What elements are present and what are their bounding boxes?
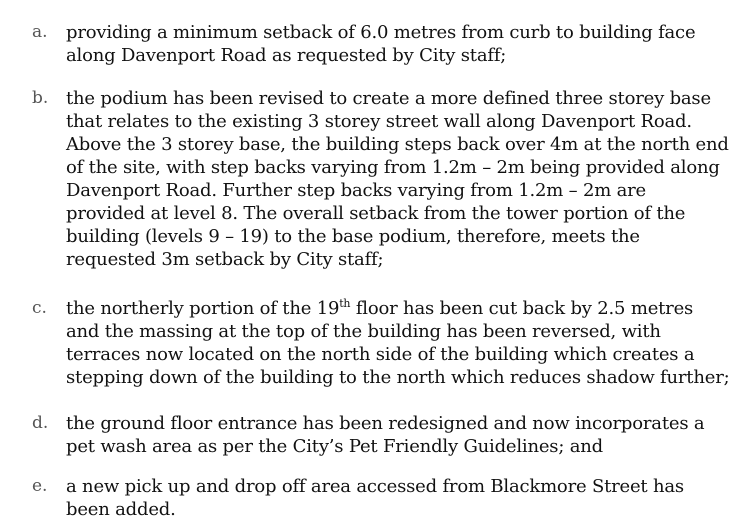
list-item-text: the podium has been revised to create a more defined three storey base that relates to the existing 3 storey street wall along Davenport Road. Above the 3 storey base, the building steps back over 4m at the north end of the site, with step backs varying from 1.2m – 2m being provided along Davenport Road. Further step backs varying from 1.2m – 2m are provided at level 8. The overall setback from the tower portion of the building (levels 9 – 19) to the base podium, therefore, meets the requested 3m setback by City staff; (66, 88, 729, 270)
ordinal-superscript: th (339, 297, 351, 310)
list-item-text: providing a minimum setback of 6.0 metres from curb to building face along Davenport Road as requested by City staff; (66, 22, 696, 66)
text-segment: the northerly portion of the 19 (66, 298, 340, 319)
list-marker: a. (32, 22, 48, 42)
list-item-text (66, 297, 730, 389)
list-item-text: the ground floor entrance has been redesigned and now incorporates a pet wash area as per the City’s Pet Friendly Guidelines; and (66, 413, 705, 457)
list-marker: e. (32, 476, 48, 496)
list-marker: c. (32, 298, 47, 318)
list-item-text: a new pick up and drop off area accessed from Blackmore Street has been added. (66, 476, 684, 520)
list-marker: d. (32, 413, 49, 433)
text-segment: floor has been cut back by 2.5 metres and the massing at the top of the building has been reversed, with terraces now located on the north side of the building which creates a stepping down of the building to the north which reduces shadow further; (66, 298, 730, 388)
list-marker: b. (32, 88, 49, 108)
